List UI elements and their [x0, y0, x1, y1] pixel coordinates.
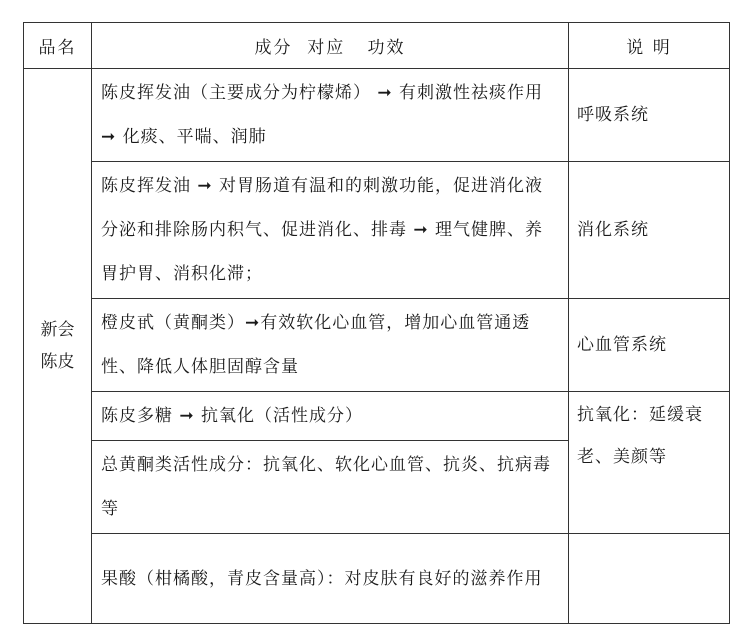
component-cell: 橙皮甙（黄酮类）➞有效软化心血管，增加心血管通透性、降低人体胆固醇含量 — [92, 299, 569, 392]
header-note: 说 明 — [569, 23, 730, 69]
header-row — [24, 23, 730, 69]
component-cell: 陈皮挥发油 ➞ 对胃肠道有温和的刺激功能，促进消化液分泌和排除肠内积气、促进消化、排毒 ➞ 理气健脾、养胃护胃、消积化滞； — [92, 162, 569, 299]
note-cell: 消化系统 — [569, 162, 730, 299]
header-name: 品名 — [24, 23, 92, 69]
note-cell — [569, 534, 730, 624]
component-cell: 总黄酮类活性成分：抗氧化、软化心血管、抗炎、抗病毒等 — [92, 441, 569, 534]
table-row — [24, 534, 730, 624]
note-cell: 呼吸系统 — [569, 69, 730, 162]
table-row — [24, 69, 730, 162]
table-row — [24, 299, 730, 392]
product-name-line1: 新会 — [40, 320, 75, 340]
note-cell: 抗氧化：延缓衰老、美颜等 — [569, 392, 730, 534]
component-cell: 陈皮挥发油（主要成分为柠檬烯） ➞ 有刺激性祛痰作用 ➞ 化痰、平喘、润肺 — [92, 69, 569, 162]
component-cell: 陈皮多糖 ➞ 抗氧化（活性成分） — [92, 392, 569, 441]
product-name-line2: 陈皮 — [40, 352, 75, 372]
table-row — [24, 162, 730, 299]
product-name-cell — [24, 69, 92, 624]
info-table — [23, 22, 730, 624]
component-cell: 果酸（柑橘酸，青皮含量高）：对皮肤有良好的滋养作用 — [92, 534, 569, 624]
note-cell: 心血管系统 — [569, 299, 730, 392]
header-components: 成分 对应 功效 — [92, 23, 569, 69]
table-row — [24, 392, 730, 441]
